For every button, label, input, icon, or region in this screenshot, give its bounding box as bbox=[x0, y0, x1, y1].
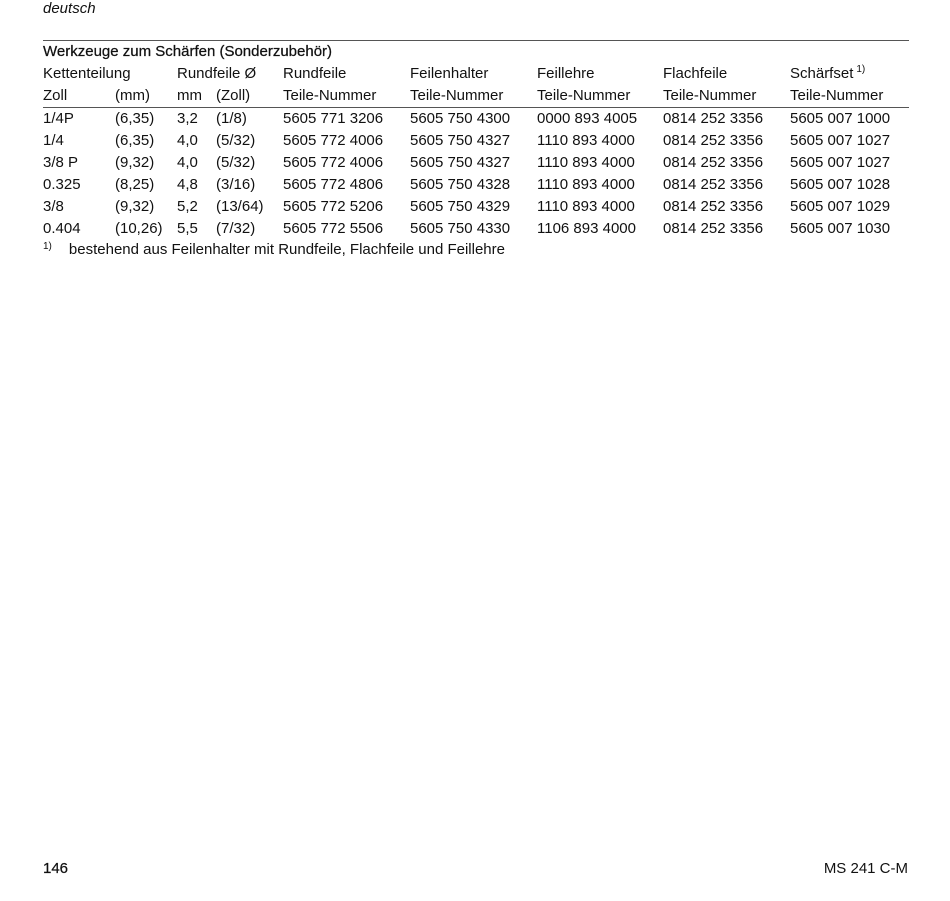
subheader-diameter-mm: mm bbox=[177, 87, 202, 104]
cell-chain-pitch-mm: (6,35) bbox=[115, 110, 155, 127]
cell-file-diameter-mm: 3,2 bbox=[177, 110, 198, 127]
section-divider bbox=[43, 40, 909, 41]
subheader-teile-nummer: Teile-Nummer bbox=[537, 87, 631, 104]
cell-rundfeile-part: 5605 771 3206 bbox=[283, 110, 384, 127]
cell-chain-pitch-mm: (10,26) bbox=[115, 220, 163, 237]
cell-feilenhalter-part: 5605 750 4327 bbox=[410, 132, 511, 149]
cell-feillehre-part: 1110 893 4000 bbox=[537, 198, 635, 215]
cell-flachfeile-part: 0814 252 3356 bbox=[663, 154, 764, 171]
cell-feillehre-part: 1106 893 4000 bbox=[537, 220, 636, 237]
subheader-teile-nummer: Teile-Nummer bbox=[663, 87, 757, 104]
header-rundfeile: Rundfeile bbox=[283, 65, 347, 82]
cell-schaerfset-part: 5605 007 1030 bbox=[790, 220, 891, 237]
cell-flachfeile-part: 0814 252 3356 bbox=[663, 220, 764, 237]
cell-rundfeile-part: 5605 772 5206 bbox=[283, 198, 384, 215]
cell-feillehre-part: 1110 893 4000 bbox=[537, 176, 635, 193]
cell-chain-pitch-zoll: 3/8 P bbox=[43, 154, 79, 171]
cell-file-diameter-zoll: (5/32) bbox=[216, 154, 256, 171]
cell-schaerfset-part: 5605 007 1027 bbox=[790, 132, 891, 149]
header-schaerfset-label: Schärfset bbox=[790, 65, 854, 82]
table-header-row bbox=[43, 63, 909, 85]
cell-rundfeile-part: 5605 772 5506 bbox=[283, 220, 384, 237]
cell-feilenhalter-part: 5605 750 4328 bbox=[410, 176, 511, 193]
sharpening-tools-table bbox=[43, 63, 909, 240]
model-name: MS 241 C-M bbox=[823, 860, 908, 877]
cell-rundfeile-part: 5605 772 4006 bbox=[283, 132, 384, 149]
footnote bbox=[43, 240, 505, 260]
page-number: 146 bbox=[43, 860, 69, 877]
cell-feillehre-part: 1110 893 4000 bbox=[537, 154, 635, 171]
table-row bbox=[43, 218, 909, 240]
subheader-diameter-zoll: (Zoll) bbox=[216, 87, 251, 104]
cell-file-diameter-zoll: (7/32) bbox=[216, 220, 256, 237]
subheader-zoll: Zoll bbox=[43, 87, 68, 104]
cell-rundfeile-part: 5605 772 4006 bbox=[283, 154, 384, 171]
cell-schaerfset-part: 5605 007 1000 bbox=[790, 110, 891, 127]
cell-schaerfset-part: 5605 007 1027 bbox=[790, 154, 891, 171]
header-kettenteilung: Kettenteilung bbox=[43, 65, 131, 82]
cell-file-diameter-mm: 5,2 bbox=[177, 198, 198, 215]
cell-feillehre-part: 1110 893 4000 bbox=[537, 132, 635, 149]
cell-file-diameter-zoll: (5/32) bbox=[216, 132, 256, 149]
cell-flachfeile-part: 0814 252 3356 bbox=[663, 176, 764, 193]
cell-file-diameter-mm: 4,0 bbox=[177, 132, 198, 149]
cell-flachfeile-part: 0814 252 3356 bbox=[663, 110, 764, 127]
footnote-reference: 1) bbox=[856, 64, 866, 75]
cell-feilenhalter-part: 5605 750 4330 bbox=[410, 220, 511, 237]
cell-chain-pitch-zoll: 0.325 bbox=[43, 176, 81, 193]
footnote-text: bestehend aus Feilenhalter mit Rundfeile, Flachfeile und Feillehre bbox=[68, 241, 505, 258]
header-feilenhalter: Feilenhalter bbox=[410, 65, 489, 82]
table-row bbox=[43, 174, 909, 196]
cell-file-diameter-mm: 4,8 bbox=[177, 176, 198, 193]
cell-feilenhalter-part: 5605 750 4327 bbox=[410, 154, 511, 171]
header-flachfeile: Flachfeile bbox=[663, 65, 728, 82]
cell-chain-pitch-zoll: 1/4 bbox=[43, 132, 64, 149]
header-schaerfset bbox=[790, 63, 865, 85]
cell-file-diameter-zoll: (3/16) bbox=[216, 176, 256, 193]
cell-flachfeile-part: 0814 252 3356 bbox=[663, 132, 764, 149]
cell-chain-pitch-mm: (9,32) bbox=[115, 198, 155, 215]
cell-file-diameter-zoll: (1/8) bbox=[216, 110, 247, 127]
language-label: deutsch bbox=[43, 0, 96, 17]
table-subheader-row bbox=[43, 85, 909, 108]
cell-chain-pitch-zoll: 1/4P bbox=[43, 110, 74, 127]
section-title: Werkzeuge zum Schärfen (Sonderzubehör) bbox=[43, 43, 333, 60]
header-rundfeile-diameter: Rundfeile Ø bbox=[177, 65, 257, 82]
cell-schaerfset-part: 5605 007 1029 bbox=[790, 198, 891, 215]
cell-file-diameter-mm: 5,5 bbox=[177, 220, 198, 237]
subheader-teile-nummer: Teile-Nummer bbox=[790, 87, 884, 104]
cell-chain-pitch-mm: (6,35) bbox=[115, 132, 155, 149]
table-body bbox=[43, 108, 909, 240]
cell-chain-pitch-zoll: 0.404 bbox=[43, 220, 81, 237]
footnote-mark: 1) bbox=[43, 241, 52, 252]
cell-schaerfset-part: 5605 007 1028 bbox=[790, 176, 891, 193]
cell-chain-pitch-mm: (8,25) bbox=[115, 176, 155, 193]
subheader-teile-nummer: Teile-Nummer bbox=[283, 87, 377, 104]
cell-file-diameter-zoll: (13/64) bbox=[216, 198, 264, 215]
subheader-mm: (mm) bbox=[115, 87, 150, 104]
cell-feilenhalter-part: 5605 750 4300 bbox=[410, 110, 511, 127]
header-feillehre: Feillehre bbox=[537, 65, 595, 82]
cell-feillehre-part: 0000 893 4005 bbox=[537, 110, 638, 127]
cell-file-diameter-mm: 4,0 bbox=[177, 154, 198, 171]
table-row bbox=[43, 130, 909, 152]
table-row bbox=[43, 108, 909, 130]
cell-chain-pitch-mm: (9,32) bbox=[115, 154, 155, 171]
cell-rundfeile-part: 5605 772 4806 bbox=[283, 176, 384, 193]
table-row bbox=[43, 152, 909, 174]
table-row bbox=[43, 196, 909, 218]
subheader-teile-nummer: Teile-Nummer bbox=[410, 87, 504, 104]
cell-flachfeile-part: 0814 252 3356 bbox=[663, 198, 764, 215]
cell-chain-pitch-zoll: 3/8 bbox=[43, 198, 64, 215]
cell-feilenhalter-part: 5605 750 4329 bbox=[410, 198, 511, 215]
